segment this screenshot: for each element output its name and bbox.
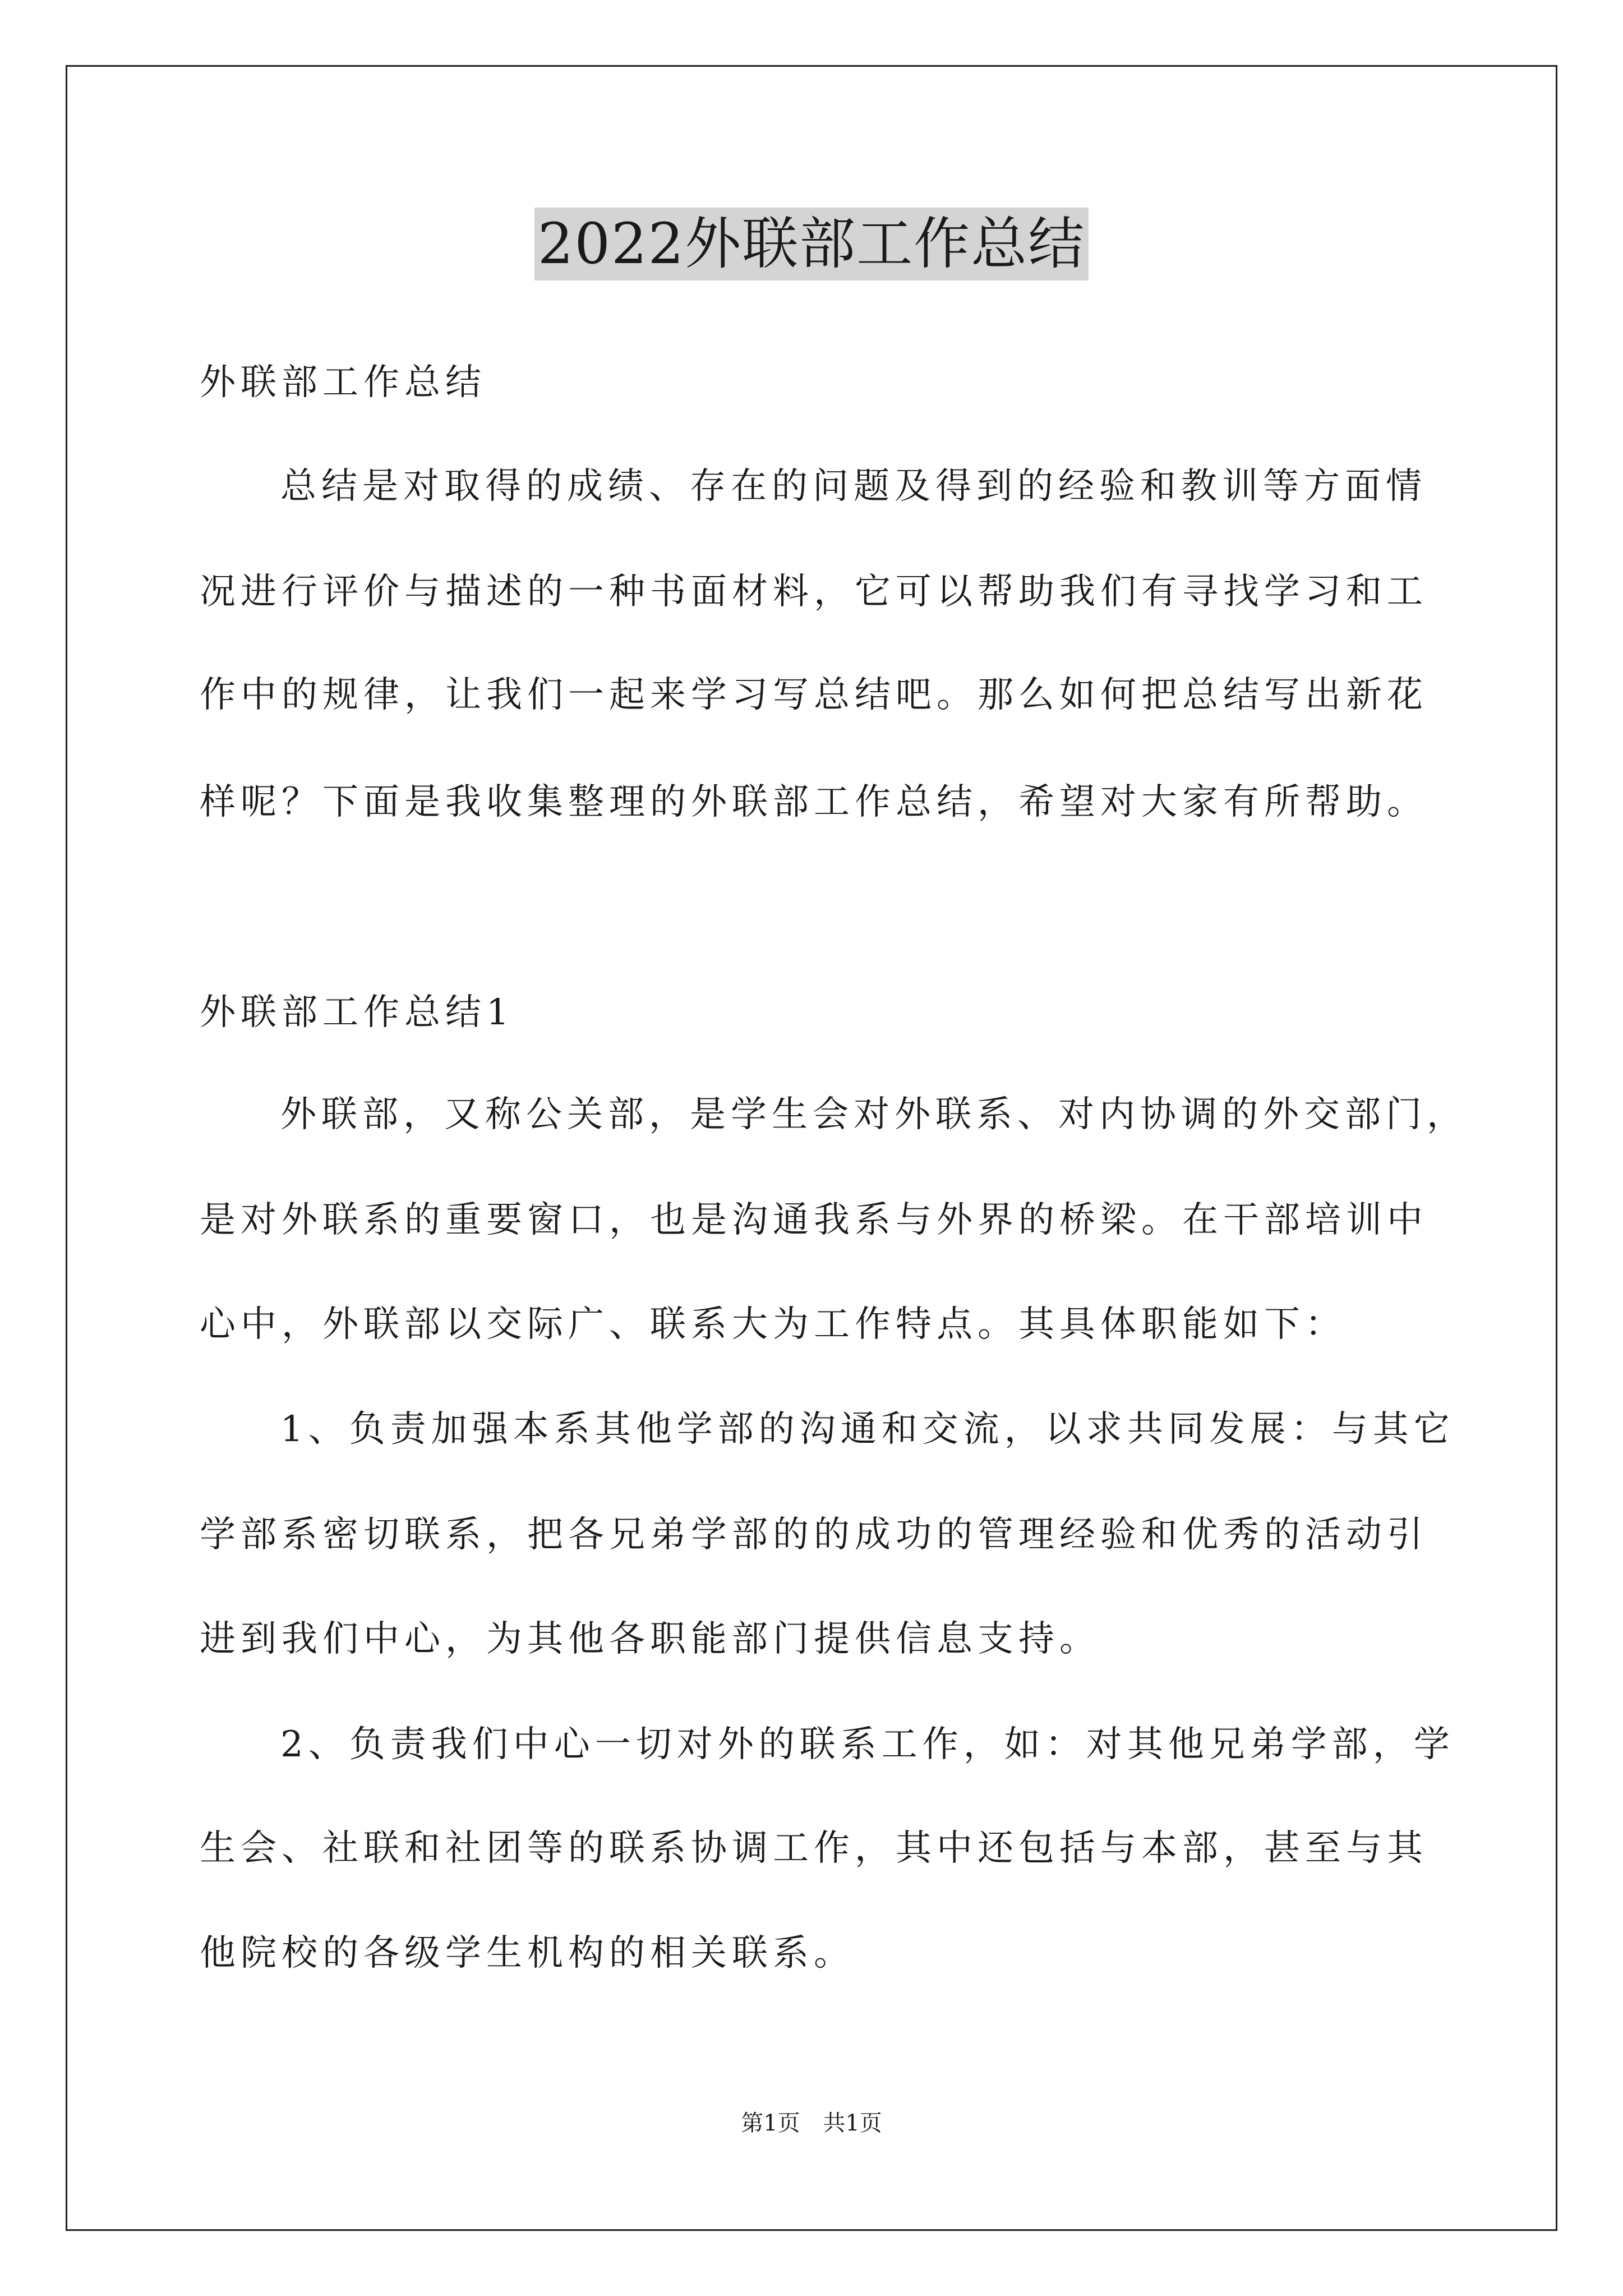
paragraph-line: 总结是对取得的成绩、存在的问题及得到的经验和教训等方面情: [280, 466, 1427, 507]
paragraph-line: 生会、社联和社团等的联系协调工作，其中还包括与本部，甚至与其: [200, 1828, 1428, 1869]
title-container: [0, 208, 1623, 280]
page-total: 共1页: [823, 2110, 882, 2136]
section-heading: 外联部工作总结: [200, 362, 486, 403]
paragraph-line: 学部系密切联系，把各兄弟学部的的成功的管理经验和优秀的活动引: [200, 1514, 1428, 1556]
page-number: 第1页: [741, 2110, 800, 2136]
paragraph-line: 2、负责我们中心一切对外的联系工作，如：对其他兄弟学部，学: [280, 1724, 1455, 1765]
paragraph-line: 外联部，又称公关部，是学生会对外联系、对内协调的外交部门，: [280, 1094, 1468, 1135]
section-heading: 外联部工作总结1: [200, 992, 514, 1033]
paragraph-line: 1、负责加强本系其他学部的沟通和交流，以求共同发展：与其它: [280, 1409, 1455, 1450]
paragraph-line: 样呢？下面是我收集整理的外联部工作总结，希望对大家有所帮助。: [200, 781, 1428, 823]
paragraph-line: 是对外联系的重要窗口，也是沟通我系与外界的桥梁。在干部培训中: [200, 1199, 1428, 1241]
paragraph-line: 况进行评价与描述的一种书面材料，它可以帮助我们有寻找学习和工: [200, 571, 1428, 613]
paragraph-line: 作中的规律，让我们一起来学习写总结吧。那么如何把总结写出新花: [200, 674, 1428, 716]
paragraph-line: 他院校的各级学生机构的相关联系。: [200, 1932, 855, 1974]
paragraph-line: 心中，外联部以交际广、联系大为工作特点。其具体职能如下：: [200, 1304, 1346, 1345]
document-title: 2022外联部工作总结: [534, 208, 1089, 280]
paragraph-line: 进到我们中心，为其他各职能部门提供信息支持。: [200, 1618, 1100, 1660]
page-footer: [0, 2106, 1623, 2140]
